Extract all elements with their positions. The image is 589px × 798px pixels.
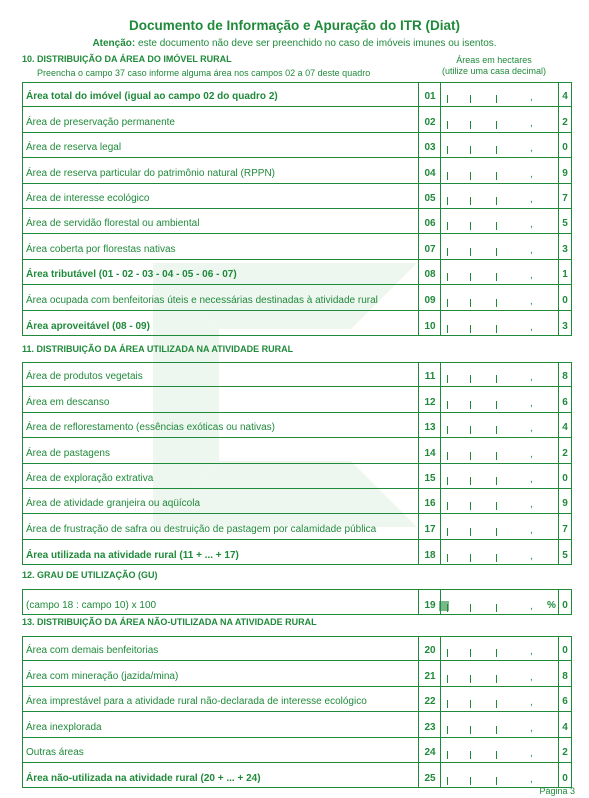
column-divider — [418, 464, 419, 488]
decimal-comma: , — [530, 524, 533, 536]
check-digit: 9 — [562, 167, 568, 179]
column-divider — [558, 184, 559, 208]
check-digit: 6 — [562, 396, 568, 408]
form-row — [22, 285, 572, 310]
row-label: Área não-utilizada na atividade rural (20 + ... + 24) — [26, 773, 261, 785]
digit-separator-tick — [470, 121, 471, 129]
field-number: 05 — [424, 192, 436, 204]
digit-separator-tick — [496, 248, 497, 256]
column-divider — [558, 540, 559, 565]
form-row — [22, 464, 572, 489]
digit-separator-tick — [447, 554, 448, 562]
column-divider — [418, 260, 419, 284]
column-divider — [558, 285, 559, 309]
form-row — [22, 413, 572, 438]
row-label: (campo 18 : campo 10) x 100 — [26, 600, 157, 611]
column-divider — [558, 489, 559, 513]
check-digit: 4 — [562, 422, 568, 434]
digit-separator-tick — [447, 477, 448, 485]
form-row — [22, 661, 572, 686]
column-divider — [440, 311, 441, 336]
digit-separator-tick — [447, 375, 448, 383]
column-divider — [558, 636, 559, 660]
column-divider — [440, 738, 441, 762]
column-divider — [440, 438, 441, 462]
field-number: 06 — [424, 218, 436, 230]
decimal-comma: , — [530, 397, 533, 409]
column-divider — [418, 184, 419, 208]
section-title: 13. DISTRIBUIÇÃO DA ÁREA NÃO-UTILIZADA NA ATIVIDADE RURAL — [22, 617, 317, 627]
check-digit: 0 — [562, 600, 568, 611]
form-row — [22, 158, 572, 183]
digit-separator-tick — [447, 502, 448, 510]
column-divider — [558, 133, 559, 157]
column-divider — [418, 387, 419, 411]
decimal-comma: , — [530, 244, 533, 256]
digit-separator-tick — [470, 649, 471, 657]
form-row — [22, 107, 572, 132]
digit-separator-tick — [496, 604, 497, 612]
digit-separator-tick — [447, 121, 448, 129]
row-label: Área de pastagens — [26, 447, 110, 459]
decimal-comma: , — [530, 747, 533, 759]
decimal-comma: , — [530, 270, 533, 282]
column-divider — [418, 158, 419, 182]
field-number: 18 — [424, 550, 436, 562]
column-divider — [558, 260, 559, 284]
decimal-comma: , — [530, 193, 533, 205]
digit-separator-tick — [447, 172, 448, 180]
column-divider — [440, 82, 441, 106]
field-number: 19 — [424, 600, 436, 611]
column-divider — [418, 514, 419, 538]
page-number: Página 3 — [539, 786, 575, 796]
decimal-comma: , — [530, 646, 533, 658]
decimal-comma: , — [530, 722, 533, 734]
digit-separator-tick — [470, 426, 471, 434]
field-number: 13 — [424, 422, 436, 434]
digit-separator-tick — [470, 197, 471, 205]
field-number: 20 — [424, 645, 436, 657]
column-divider — [418, 636, 419, 660]
check-digit: 8 — [562, 670, 568, 682]
percent-sign: % — [547, 600, 556, 611]
field-number: 10 — [424, 320, 436, 332]
column-divider — [440, 413, 441, 437]
row-label: Área de produtos vegetais — [26, 371, 143, 383]
column-divider — [418, 82, 419, 106]
digit-separator-tick — [496, 426, 497, 434]
check-digit: 2 — [562, 116, 568, 128]
column-divider — [558, 464, 559, 488]
column-divider — [558, 712, 559, 736]
form-row — [22, 514, 572, 539]
digit-separator-tick — [496, 477, 497, 485]
row-label: Área aproveitável (08 - 09) — [26, 320, 150, 332]
check-digit: 0 — [562, 142, 568, 154]
row-label: Área de atividade granjeira ou aqüícola — [26, 498, 201, 510]
row-label: Área em descanso — [26, 396, 110, 408]
column-divider — [418, 234, 419, 258]
decimal-comma: , — [530, 499, 533, 511]
decimal-comma: , — [530, 219, 533, 231]
column-divider — [440, 362, 441, 386]
row-label: Área com mineração (jazida/mina) — [26, 670, 179, 682]
field-number: 16 — [424, 498, 436, 510]
section-title: 10. DISTRIBUIÇÃO DA ÁREA DO IMÓVEL RURAL — [22, 54, 232, 64]
row-label: Área de reserva legal — [26, 142, 122, 154]
digit-separator-tick — [447, 146, 448, 154]
column-divider — [440, 285, 441, 309]
digit-separator-tick — [470, 146, 471, 154]
column-divider — [418, 489, 419, 513]
row-label: Área de frustração de safra ou destruição de pastagem por calamidade pública — [26, 523, 377, 535]
column-divider — [440, 514, 441, 538]
digit-separator-tick — [447, 452, 448, 460]
column-divider — [440, 158, 441, 182]
check-digit: 2 — [562, 447, 568, 459]
form-row — [22, 712, 572, 737]
digit-separator-tick — [496, 502, 497, 510]
decimal-comma: , — [530, 117, 533, 129]
document-title: Documento de Informação e Apuração do ITR (Diat) — [128, 18, 461, 33]
digit-separator-tick — [470, 172, 471, 180]
column-divider — [440, 763, 441, 788]
column-divider — [558, 362, 559, 386]
decimal-comma: , — [530, 551, 533, 563]
decimal-comma: , — [530, 372, 533, 384]
digit-separator-tick — [470, 554, 471, 562]
row-label: Área de servidão florestal ou ambiental — [26, 218, 200, 230]
field-number: 24 — [424, 746, 436, 758]
row-label: Área inexplorada — [26, 721, 102, 733]
decimal-comma: , — [530, 423, 533, 435]
digit-separator-tick — [447, 95, 448, 103]
digit-separator-tick — [447, 528, 448, 536]
row-label: Área de interesse ecológico — [26, 192, 150, 204]
form-row — [22, 260, 572, 285]
form-row — [22, 82, 572, 107]
check-digit: 4 — [562, 721, 568, 733]
digit-separator-tick — [496, 649, 497, 657]
digit-separator-tick — [470, 401, 471, 409]
decimal-comma: , — [530, 143, 533, 155]
column-divider — [418, 687, 419, 711]
check-digit: 9 — [562, 498, 568, 510]
field-number: 04 — [424, 167, 436, 179]
decimal-comma: , — [530, 774, 533, 786]
form-row — [22, 589, 572, 615]
section-title: 11. DISTRIBUIÇÃO DA ÁREA UTILIZADA NA ATIVIDADE RURAL — [22, 344, 294, 354]
check-digit: 5 — [562, 218, 568, 230]
column-divider — [558, 158, 559, 182]
field-number: 03 — [424, 142, 436, 154]
check-digit: 7 — [562, 192, 568, 204]
column-divider — [440, 184, 441, 208]
column-divider — [558, 514, 559, 538]
digit-separator-tick — [496, 146, 497, 154]
column-divider — [558, 687, 559, 711]
digit-separator-tick — [496, 726, 497, 734]
form-row — [22, 133, 572, 158]
column-divider — [418, 285, 419, 309]
digit-separator-tick — [470, 528, 471, 536]
column-divider — [440, 540, 441, 565]
field-number: 15 — [424, 472, 436, 484]
digit-separator-tick — [496, 452, 497, 460]
row-label: Área com demais benfeitorias — [26, 645, 159, 657]
column-divider — [558, 738, 559, 762]
column-divider — [418, 362, 419, 386]
digit-separator-tick — [470, 95, 471, 103]
column-divider — [418, 209, 419, 233]
column-divider — [440, 661, 441, 685]
digit-separator-tick — [470, 777, 471, 785]
form-row — [22, 636, 572, 661]
decimal-comma: , — [530, 697, 533, 709]
digit-separator-tick — [496, 528, 497, 536]
check-digit: 7 — [562, 523, 568, 535]
column-divider — [558, 763, 559, 788]
digit-separator-tick — [470, 604, 471, 612]
field-number: 23 — [424, 721, 436, 733]
column-divider — [418, 540, 419, 565]
column-divider — [440, 636, 441, 660]
field-number: 21 — [424, 670, 436, 682]
areas-header-line1: Áreas em hectares — [456, 55, 532, 65]
digit-separator-tick — [447, 426, 448, 434]
digit-separator-tick — [496, 751, 497, 759]
form-row — [22, 234, 572, 259]
column-divider — [440, 209, 441, 233]
field-number: 07 — [424, 243, 436, 255]
digit-separator-tick — [496, 95, 497, 103]
column-divider — [558, 107, 559, 131]
decimal-comma: , — [530, 168, 533, 180]
digit-separator-tick — [470, 299, 471, 307]
warning-body: este documento não deve ser preenchido no caso de imóveis imunes ou isentos. — [135, 38, 497, 49]
section-note: Preencha o campo 37 caso informe alguma área nos campos 02 a 07 deste quadro — [37, 68, 371, 78]
form-row — [22, 438, 572, 463]
column-divider — [418, 738, 419, 762]
digit-separator-tick — [470, 675, 471, 683]
row-label: Área coberta por florestas nativas — [26, 243, 176, 255]
check-digit: 1 — [562, 269, 568, 281]
digit-separator-tick — [447, 273, 448, 281]
digit-separator-tick — [447, 751, 448, 759]
digit-separator-tick — [496, 273, 497, 281]
form-row — [22, 540, 572, 565]
row-label: Área de preservação permanente — [26, 116, 175, 128]
digit-separator-tick — [496, 375, 497, 383]
column-divider — [418, 589, 419, 615]
column-divider — [558, 209, 559, 233]
column-divider — [558, 234, 559, 258]
digit-separator-tick — [447, 777, 448, 785]
digit-separator-tick — [496, 675, 497, 683]
field-number: 02 — [424, 116, 436, 128]
digit-separator-tick — [496, 325, 497, 333]
check-digit: 6 — [562, 696, 568, 708]
digit-separator-tick — [447, 325, 448, 333]
form-row — [22, 687, 572, 712]
column-divider — [440, 489, 441, 513]
check-digit: 5 — [562, 550, 568, 562]
form-row — [22, 387, 572, 412]
form-row — [22, 738, 572, 763]
digit-separator-tick — [496, 172, 497, 180]
row-label: Área de exploração extrativa — [26, 472, 154, 484]
digit-separator-tick — [470, 375, 471, 383]
row-label: Área tributável (01 - 02 - 03 - 04 - 05 - 06 - 07) — [26, 269, 237, 281]
column-divider — [558, 438, 559, 462]
field-number: 09 — [424, 294, 436, 306]
digit-separator-tick — [496, 299, 497, 307]
digit-separator-tick — [496, 777, 497, 785]
digit-separator-tick — [447, 197, 448, 205]
decimal-comma: , — [530, 671, 533, 683]
digit-separator-tick — [470, 726, 471, 734]
form-row — [22, 184, 572, 209]
section-title: 12. GRAU DE UTILIZAÇÃO (GU) — [22, 570, 158, 580]
column-divider — [418, 311, 419, 336]
digit-separator-tick — [470, 751, 471, 759]
field-number: 11 — [424, 371, 436, 383]
column-divider — [418, 712, 419, 736]
decimal-comma: , — [530, 448, 533, 460]
check-digit: 2 — [562, 746, 568, 758]
row-label: Outras áreas — [26, 746, 84, 758]
warning-text — [0, 38, 589, 49]
column-divider — [440, 234, 441, 258]
decimal-comma: , — [530, 321, 533, 333]
digit-separator-tick — [470, 325, 471, 333]
row-label: Área utilizada na atividade rural (11 + ... + 17) — [26, 550, 239, 562]
check-digit: 3 — [562, 320, 568, 332]
digit-separator-tick — [470, 502, 471, 510]
decimal-comma: , — [530, 473, 533, 485]
digit-separator-tick — [470, 452, 471, 460]
field-number: 14 — [424, 447, 436, 459]
field-number: 08 — [424, 269, 436, 281]
row-label: Área imprestável para a atividade rural não-declarada de interesse ecológico — [26, 696, 367, 708]
column-divider — [558, 661, 559, 685]
digit-separator-tick — [470, 273, 471, 281]
form-row — [22, 763, 572, 788]
form-row — [22, 362, 572, 387]
digit-separator-tick — [496, 401, 497, 409]
column-divider — [440, 107, 441, 131]
digit-separator-tick — [470, 248, 471, 256]
column-divider — [440, 387, 441, 411]
column-divider — [418, 661, 419, 685]
areas-header — [420, 55, 568, 77]
column-divider — [558, 413, 559, 437]
digit-separator-tick — [447, 604, 448, 612]
field-number: 17 — [424, 523, 436, 535]
column-divider — [440, 687, 441, 711]
field-number: 12 — [424, 396, 436, 408]
digit-separator-tick — [447, 401, 448, 409]
column-divider — [418, 763, 419, 788]
decimal-comma: , — [530, 601, 533, 612]
digit-separator-tick — [496, 700, 497, 708]
column-divider — [558, 311, 559, 336]
check-digit: 0 — [562, 773, 568, 785]
digit-separator-tick — [447, 649, 448, 657]
column-divider — [558, 387, 559, 411]
field-number: 01 — [424, 91, 436, 103]
column-divider — [440, 133, 441, 157]
digit-separator-tick — [470, 700, 471, 708]
check-digit: 0 — [562, 645, 568, 657]
decimal-comma: , — [530, 92, 533, 104]
form-row — [22, 209, 572, 234]
field-number: 22 — [424, 696, 436, 708]
check-digit: 3 — [562, 243, 568, 255]
digit-separator-tick — [470, 222, 471, 230]
column-divider — [418, 133, 419, 157]
digit-separator-tick — [447, 222, 448, 230]
row-label: Área de reserva particular do patrimônio natural (RPPN) — [26, 167, 275, 179]
check-digit: 8 — [562, 371, 568, 383]
row-label: Área ocupada com benfeitorias úteis e necessárias destinadas à atividade rural — [26, 294, 378, 306]
warning-prefix: Atenção: — [92, 38, 136, 49]
digit-separator-tick — [447, 248, 448, 256]
row-label: Área de reflorestamento (essências exóticas ou nativas) — [26, 422, 276, 434]
column-divider — [418, 413, 419, 437]
column-divider — [418, 438, 419, 462]
digit-separator-tick — [470, 477, 471, 485]
decimal-comma: , — [530, 295, 533, 307]
digit-separator-tick — [447, 700, 448, 708]
column-divider — [418, 107, 419, 131]
column-divider — [440, 260, 441, 284]
digit-separator-tick — [447, 726, 448, 734]
column-divider — [440, 464, 441, 488]
digit-separator-tick — [447, 675, 448, 683]
row-label: Área total do imóvel (igual ao campo 02 do quadro 2) — [26, 91, 278, 103]
check-digit: 0 — [562, 294, 568, 306]
areas-header-line2: (utilize uma casa decimal) — [441, 66, 547, 76]
column-divider — [440, 712, 441, 736]
column-divider — [558, 589, 559, 615]
digit-separator-tick — [496, 121, 497, 129]
digit-separator-tick — [496, 554, 497, 562]
digit-separator-tick — [496, 197, 497, 205]
form-row — [22, 489, 572, 514]
digit-separator-tick — [496, 222, 497, 230]
digit-separator-tick — [447, 299, 448, 307]
check-digit: 0 — [562, 472, 568, 484]
column-divider — [558, 82, 559, 106]
check-digit: 4 — [562, 91, 568, 103]
field-number: 25 — [424, 773, 436, 785]
form-row — [22, 311, 572, 336]
